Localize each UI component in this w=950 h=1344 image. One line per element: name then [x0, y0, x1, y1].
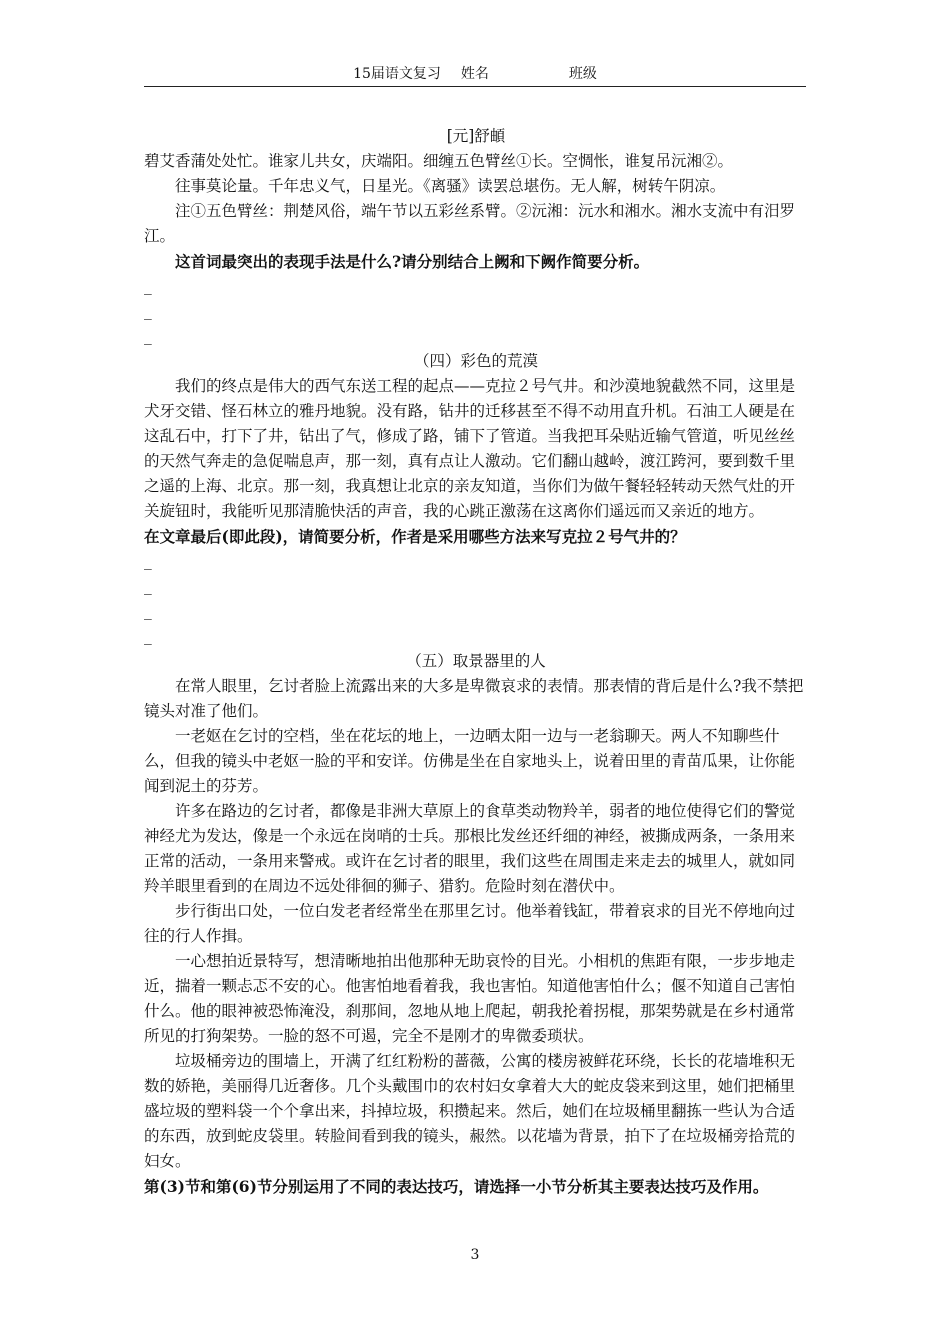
poem-note: 注①五色臂丝：荆楚风俗，端午节以五彩丝系臂。②沅湘：沅水和湘水。湘水支流中有汨罗江。: [144, 202, 796, 245]
section5-paragraph: 垃圾桶旁边的围墙上，开满了红红粉粉的蔷薇，公寓的楼房被鲜花环绕，长长的花墙堆积无数的娇艳，美丽得几近奢侈。几个头戴围巾的农村妇女拿着大大的蛇皮袋来到这里，她们把桶里盛垃圾的塑料袋一个个拿出来，抖掉垃圾，积攒起来。然后，她们在垃圾桶里翻拣一些认为合适的东西，放到蛇皮袋里。转脸间看到我的镜头，赧然。以花墙为背景，拍下了在垃圾桶旁拾荒的妇女。: [144, 1052, 796, 1170]
answer-line: _: [144, 302, 152, 320]
section5-question: 第(3)节和第(6)节分别运用了不同的表达技巧，请选择一小节分析其主要表达技巧及作用。: [144, 1177, 769, 1196]
answer-line: _: [144, 577, 152, 595]
section5-paragraph: 一心想拍近景特写，想清晰地拍出他那种无助哀怜的目光。小相机的焦距有限，一步步地走近，揣着一颗忐忑不安的心。他害怕地看着我，我也害怕。知道他害怕什么；偃不知道自己害怕什么。他的眼神被恐怖淹没，刹那间，忽地从地上爬起，朝我抡着拐棍，那架势就是在乡村通常所见的打狗架势。一脸的怒不可遏，完全不是刚才的卑微委琐状。: [144, 952, 796, 1045]
section5-paragraph: 一老妪在乞讨的空档，坐在花坛的地上，一边晒太阳一边与一老翁聊天。两人不知聊些什么，但我的镜头中老妪一脸的平和安详。仿佛是坐在自家地头上，说着田里的青苗瓜果，让你能闻到泥土的芬芳。: [144, 727, 796, 795]
answer-line: _: [144, 602, 152, 620]
poem-line-1: 碧艾香蒲处处忙。谁家儿共女，庆端阳。细缠五色臂丝①长。空惆怅，谁复吊沅湘②。: [144, 152, 734, 170]
section5-paragraph: 步行街出口处，一位白发老者经常坐在那里乞讨。他举着钱缸，带着哀求的目光不停地向过往的行人作揖。: [144, 902, 796, 945]
class-label: 班级: [568, 66, 597, 82]
section4-question: 在文章最后(即此段)，请简要分析，作者是采用哪些方法来写克拉２号气井的？: [144, 527, 686, 546]
document-body: [144, 124, 808, 1199]
poem-line-2: 往事莫论量。千年忠义气，日星光。《离骚》读罢总堪伤。无人解，树转午阴凉。: [175, 177, 726, 195]
section5-title: （五）取景器里的人: [406, 652, 546, 670]
name-label: 姓名: [460, 66, 489, 82]
section5-paragraph: 许多在路边的乞讨者，都像是非洲大草原上的食草类动物羚羊，弱者的地位使得它们的警觉神经尤为发达，像是一个永远在岗哨的士兵。那根比发丝还纤细的神经，被撕成两条，一条用来正常的活动，一条用来警戒。或许在乞讨者的眼里，我们这些在周围走来走去的城里人，就如同羚羊眼里看到的在周边不远处徘徊的狮子、猎豹。危险时刻在潜伏中。: [144, 802, 796, 895]
section4-title: （四）彩色的荒漠: [413, 352, 538, 370]
section4-paragraph: 我们的终点是伟大的西气东送工程的起点——克拉２号气井。和沙漠地貌截然不同，这里是犬牙交错、怪石林立的雅丹地貌。没有路，钻井的迁移甚至不得不动用直升机。石油工人硬是在这乱石中，打下了井，钻出了气，修成了路，铺下了管道。当我把耳朵贴近输气管道，听见丝丝的天然气奔走的急促喘息声，那一刻，真有点让人激动。它们翻山越岭，渡江跨河，要到数千里之遥的上海、北京。那一刻，我真想让北京的亲友知道，当你们为做午餐轻轻转动天然气灶的开关旋钮时，我能听见那清脆快活的声音，我的心跳正激荡在这离你们遥远而又亲近的地方。: [144, 377, 796, 520]
answer-line: _: [144, 277, 152, 295]
section5-paragraph: 在常人眼里，乞讨者脸上流露出来的大多是卑微哀求的表情。那表情的背后是什么?我不禁把镜头对准了他们。: [144, 677, 804, 720]
page-number: 3: [470, 1247, 480, 1263]
poem-question: 这首词最突出的表现手法是什么?请分别结合上阙和下阙作简要分析。: [175, 252, 650, 271]
answer-line: _: [144, 327, 152, 345]
poem-title: [元]舒頔: [446, 127, 506, 145]
answer-line: _: [144, 552, 152, 570]
course-label: 15届语文复习: [353, 66, 441, 82]
page-header: [144, 64, 806, 87]
answer-line: _: [144, 627, 152, 645]
